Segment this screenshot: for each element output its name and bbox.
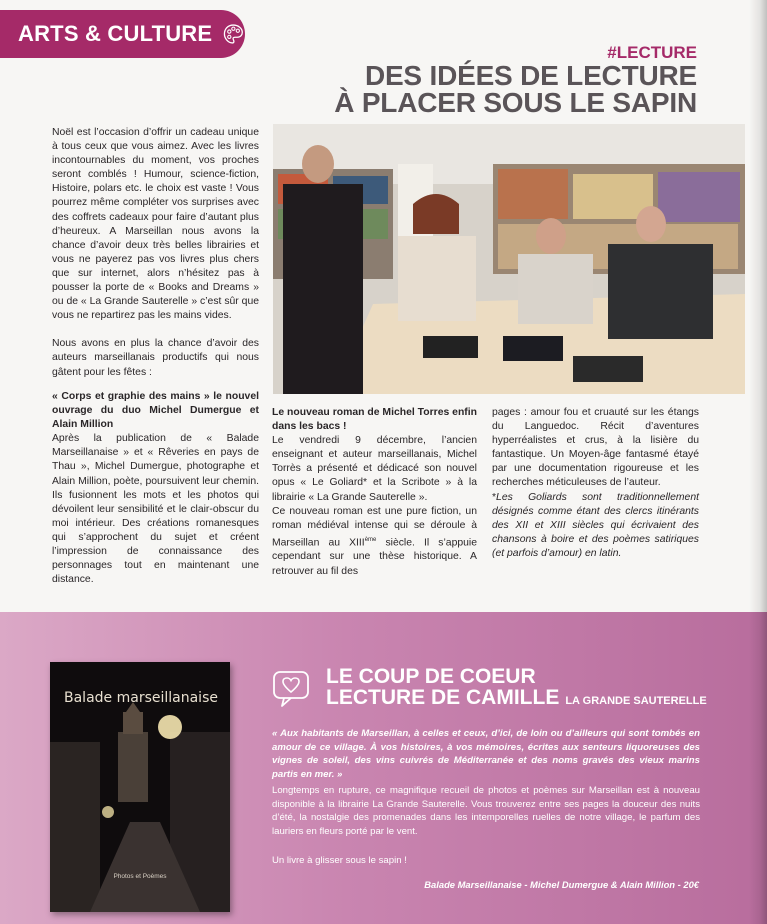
article-headline <box>334 62 697 116</box>
section-title: ARTS & CULTURE <box>18 21 213 46</box>
headline-line-2: À PLACER SOUS LE SAPIN <box>334 87 697 118</box>
book-credit: Balade Marseillanaise - Michel Dumergue & Alain Million - 20€ <box>424 879 699 890</box>
sub2-heading: Le nouveau roman de Michel Torres enfin dans les bacs ! <box>272 407 477 433</box>
book-cover-subtitle: Photos et Poèmes <box>113 873 167 880</box>
book-slip-line: Un livre à glisser sous le sapin ! <box>272 855 407 866</box>
coup-title-line-1: LE COUP DE COEUR <box>326 665 536 688</box>
col3-text: pages : amour fou et cruauté sur les étangs du Languedoc. Récit d’aventures hyperréalistes et crus, à la lisière du fantastique. Un Moyen-âge fantasmé étayé par une documentation rigoureuse et les recherches méticuleuses de l’auteur. <box>492 407 699 489</box>
page-edge-shadow <box>749 0 767 924</box>
article-hashtag: #LECTURE <box>607 43 697 62</box>
book-quote: « Aux habitants de Marseillan, à celles et ceux, d’ici, de loin ou d’ailleurs qui sont tombés en amour de ce village. À vos histoires, à vos mémoires, écrites aux senteurs liquoreuses des vignes de soleil, des vins cuivrés de Méditerranée et des noms gravés des vieux marins partis en mer. » <box>272 728 700 780</box>
coup-title-line-2: LECTURE DE CAMILLE LA GRANDE SAUTERELLE <box>326 686 707 709</box>
book-cover <box>50 662 230 912</box>
sub1-text: Après la publication de « Balade Marseillanaise » et « Rêveries en pays de Thau », Michel Dumergue, photographe et Alain Million, poète, poursuivent leur chemin. Ils fusionnent les mots et les photos qui dévoilent leur sensibilité et le clair-obscur du moi intérieur. Des créations romanesques qui s’approchent du sujet et créent l’impression de connaissance des personnages tout en maintenant une distance. <box>52 433 259 586</box>
sub2-text-b: Ce nouveau roman est une pure fiction, un roman médiéval intense qui se déroule à Marseillan au XIIIème siècle. Il s’appuie cependant sur une thèse historique. A retrouver au fil des <box>272 505 477 577</box>
article-photo <box>273 124 745 394</box>
sub2-text-a: Le vendredi 9 décembre, l’ancien enseignant et auteur marseillanais, Michel Torrès a présenté et dédicacé son nouvel opus « Le Goliard* et la Scribote » à la librairie « La Grande Sauterelle ». <box>272 435 477 503</box>
section-banner <box>0 10 245 58</box>
palette-icon <box>222 20 245 48</box>
footnote: *Les Goliards sont traditionnellement désignés comme étant des clercs itinérants des XII et XIII siècles qui écrivaient des chansons à boire et des poèmes satiriques (et parfois d’amour) en latin. <box>492 491 699 559</box>
book-description: Longtemps en rupture, ce magnifique recueil de photos et poèmes sur Marseillan est à nouveau disponible à la librairie La Grande Sauterelle. Vous trouverez entre ses pages la douceur des nuits d’été, la nostalgie des promenades dans les intemporelles ruelles de notre village, le parfum des lauriers en fleurs porté par le vent. <box>272 785 700 837</box>
sub1-column <box>52 390 259 587</box>
coup-title-small: LA GRANDE SAUTERELLE <box>565 695 707 707</box>
intro-column <box>52 126 259 394</box>
heart-speech-icon <box>272 669 312 709</box>
coup-de-coeur-title <box>326 666 707 712</box>
book-cover-title: Balade marseillanaise <box>64 690 218 706</box>
authors-intro-paragraph: Nous avons en plus la chance d’avoir des auteurs marseillanais productifs qui nous gâtent pour les fêtes : <box>52 338 259 378</box>
headline-line-1: DES IDÉES DE LECTURE <box>364 60 697 91</box>
sub2-column <box>272 406 477 579</box>
sub1-heading: « Corps et graphie des mains » le nouvel ouvrage du duo Michel Dumergue et Alain Million <box>52 391 259 431</box>
intro-paragraph: Noël est l’occasion d’offrir un cadeau unique à tous ceux que vous aimez. Avec les livres incontournables du moment, vos proches seront comblés ! Humour, science-fiction, Histoire, polars etc. le choix est vaste ! Vous pourrez même compléter vos surprises avec des coffrets cadeaux pour faire d’autant plus d’heureux. A Marseillan nous avons la chance d’avoir deux très belles librairies et vous ne payerez pas vos livres plus chers que sur internet, alors n’hésitez pas à pousser la porte de « Books and Dreams » ou de « La Grande Sauterelle » c’est sûr que vous ne repartirez pas les mains vides. <box>52 127 259 322</box>
col3-column <box>492 406 699 561</box>
